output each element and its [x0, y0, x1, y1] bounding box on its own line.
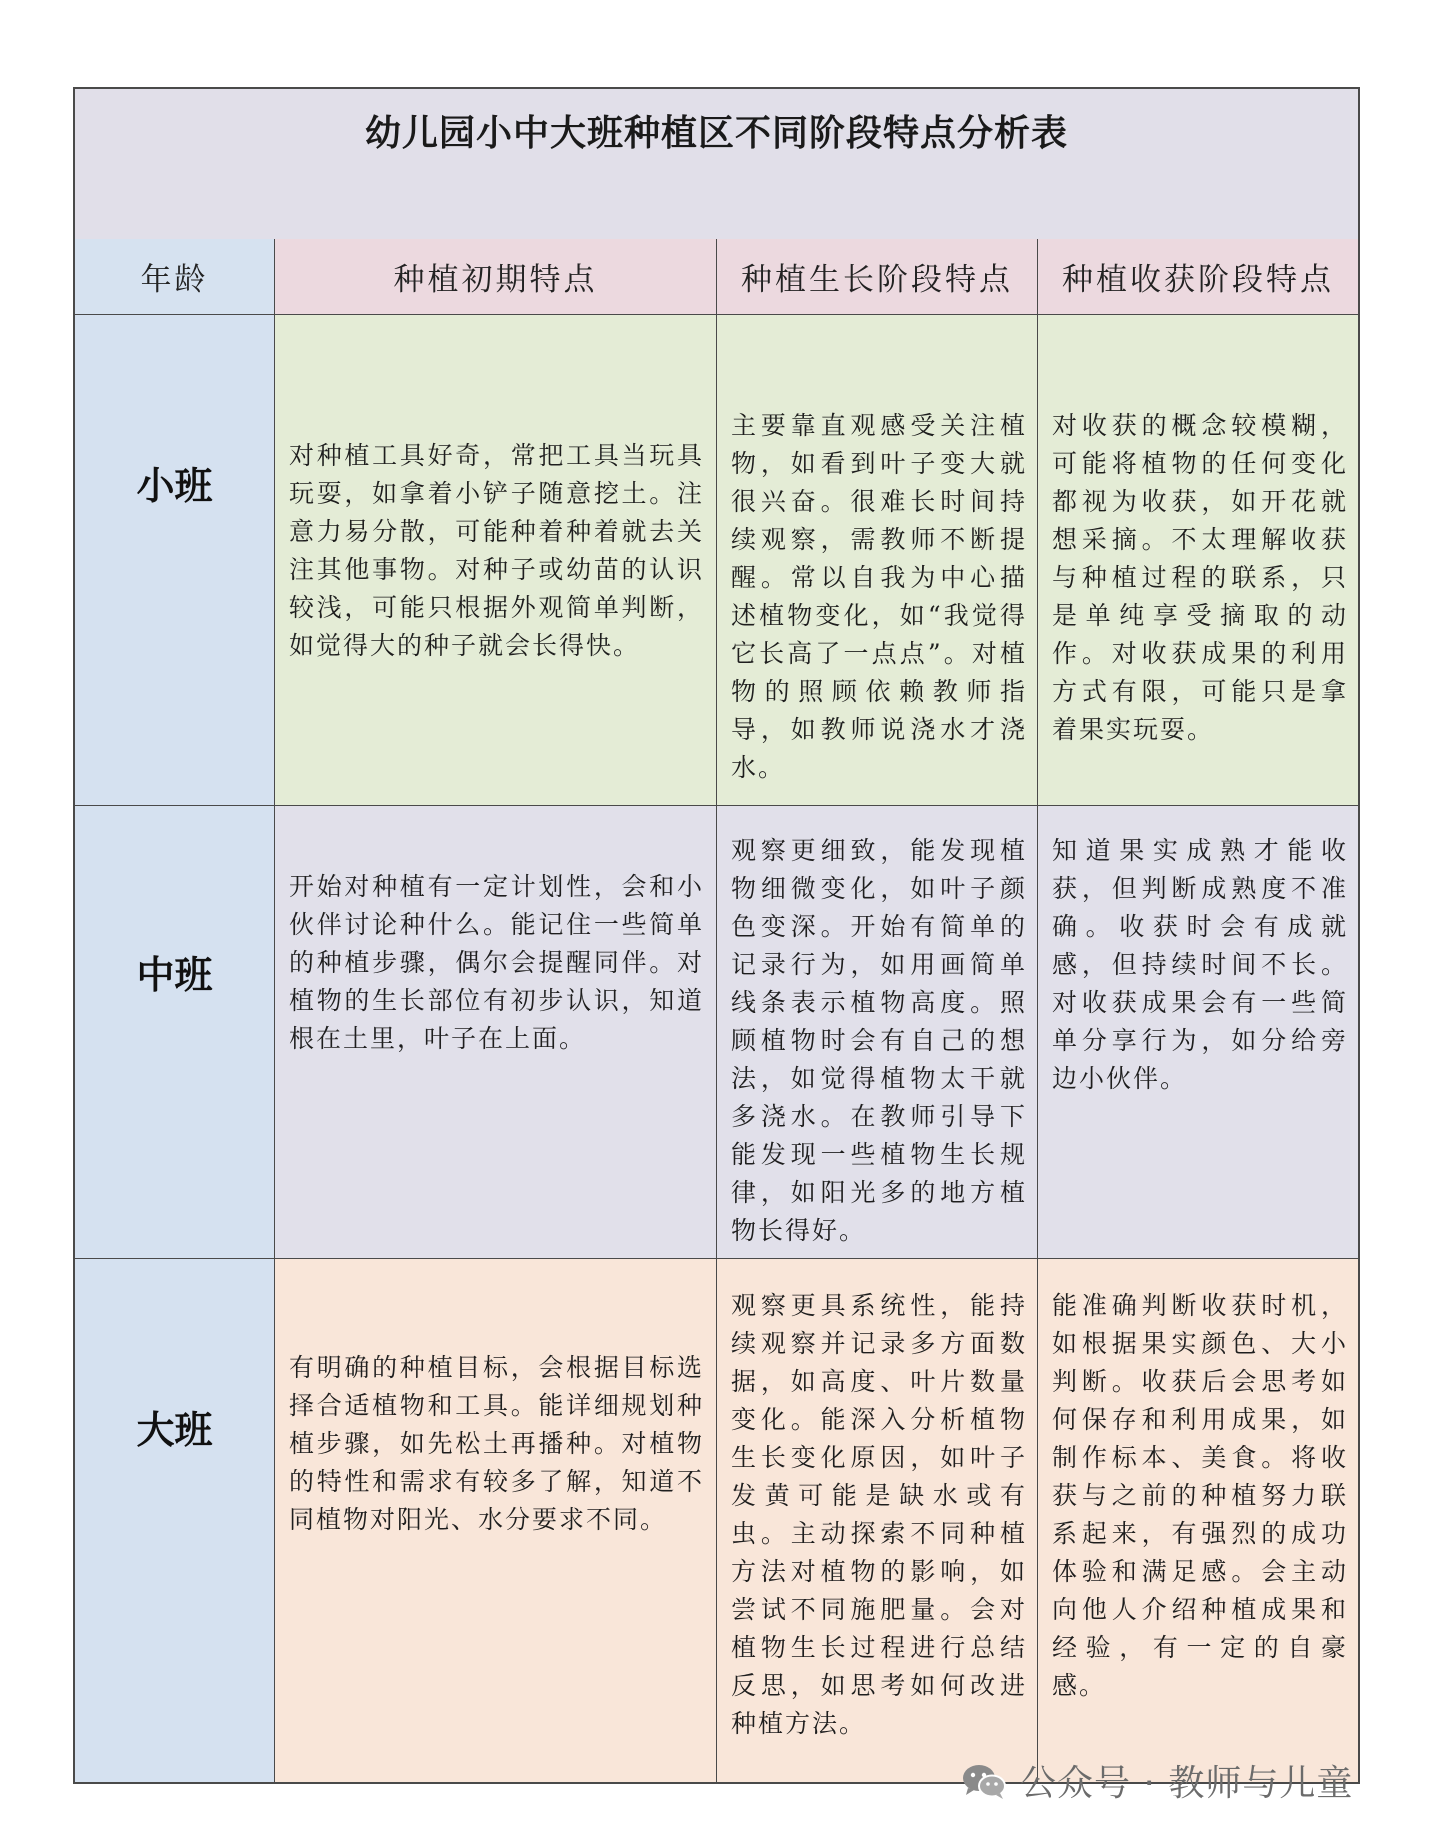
cell-mid-harvest: [1038, 806, 1358, 1259]
text-mid-initial: 开始对种植有一定计划性，会和小伙伴讨论种什么。能记住一些简单的种植步骤，偶尔会提醒同伴。对植物的生长部位有初步认识，知道根在土里，叶子在上面。: [289, 872, 704, 1053]
title-cell: [75, 89, 1358, 241]
header-harvest: 种植收获阶段特点: [1038, 239, 1358, 315]
age-cell-mid: [75, 806, 275, 1259]
table-title: 幼儿园小中大班种植区不同阶段特点分析表: [364, 113, 1068, 154]
cell-big-growth: [717, 1259, 1038, 1782]
watermark-text: 公众号 · 教师与儿童: [1020, 1763, 1354, 1804]
age-cell-big: [75, 1259, 275, 1782]
cell-small-harvest: [1038, 315, 1358, 806]
cell-small-growth: [717, 315, 1038, 806]
cell-small-initial: [275, 315, 717, 806]
table-grid: [75, 239, 1358, 1782]
cell-big-harvest: [1038, 1259, 1358, 1782]
text-big-growth: 观察更具系统性，能持续观察并记录多方面数据，如高度、叶片数量变化。能深入分析植物生长变化原因，如叶子发黄可能是缺水或有虫。主动探索不同种植方法对植物的影响，如尝试不同施肥量。会对植物生长过程进行总结反思，如思考如何改进种植方法。: [731, 1291, 1027, 1738]
header-age: 年龄: [75, 239, 275, 315]
text-mid-harvest: 知道果实成熟才能收获，但判断成熟度不准确。收获时会有成就感，但持续时间不长。对收获成果会有一些简单分享行为，如分给旁边小伙伴。: [1052, 836, 1348, 1093]
text-small-growth: 主要靠直观感受关注植物，如看到叶子变大就很兴奋。很难长时间持续观察，需教师不断提醒。常以自我为中心描述植物变化，如“我觉得它长高了一点点”。对植物的照顾依赖教师指导，如教师说浇水才浇水。: [731, 411, 1027, 782]
cell-big-initial: [275, 1259, 717, 1782]
age-label-small: 小班: [136, 464, 213, 508]
text-mid-growth: 观察更细致，能发现植物细微变化，如叶子颜色变深。开始有简单的记录行为，如用画简单线条表示植物高度。照顾植物时会有自己的想法，如觉得植物太干就多浇水。在教师引导下能发现一些植物生长规律，如阳光多的地方植物长得好。: [731, 836, 1027, 1245]
text-small-harvest: 对收获的概念较模糊，可能将植物的任何变化都视为收获，如开花就想采摘。不太理解收获与种植过程的联系，只是单纯享受摘取的动作。对收获成果的利用方式有限，可能只是拿着果实玩耍。: [1052, 411, 1348, 744]
text-big-harvest: 能准确判断收获时机，如根据果实颜色、大小判断。收获后会思考如何保存和利用成果，如制作标本、美食。将收获与之前的种植努力联系起来，有强烈的成功体验和满足感。会主动向他人介绍种植成果和经验，有一定的自豪感。: [1052, 1291, 1348, 1700]
header-initial: 种植初期特点: [275, 239, 717, 315]
header-growth: 种植生长阶段特点: [717, 239, 1038, 315]
age-label-big: 大班: [136, 1408, 213, 1452]
text-big-initial: 有明确的种植目标，会根据目标选择合适植物和工具。能详细规划种植步骤，如先松土再播种。对植物的特性和需求有较多了解，知道不同植物对阳光、水分要求不同。: [289, 1353, 704, 1534]
text-small-initial: 对种植工具好奇，常把工具当玩具玩耍，如拿着小铲子随意挖土。注意力易分散，可能种着种着就去关注其他事物。对种子或幼苗的认识较浅，可能只根据外观简单判断，如觉得大的种子就会长得快。: [289, 441, 704, 660]
watermark: [960, 1755, 1353, 1806]
cell-mid-growth: [717, 806, 1038, 1259]
cell-mid-initial: [275, 806, 717, 1259]
age-cell-small: [75, 315, 275, 806]
analysis-table: [73, 87, 1360, 1784]
wechat-icon: [960, 1761, 1008, 1801]
age-label-mid: 中班: [136, 953, 213, 997]
